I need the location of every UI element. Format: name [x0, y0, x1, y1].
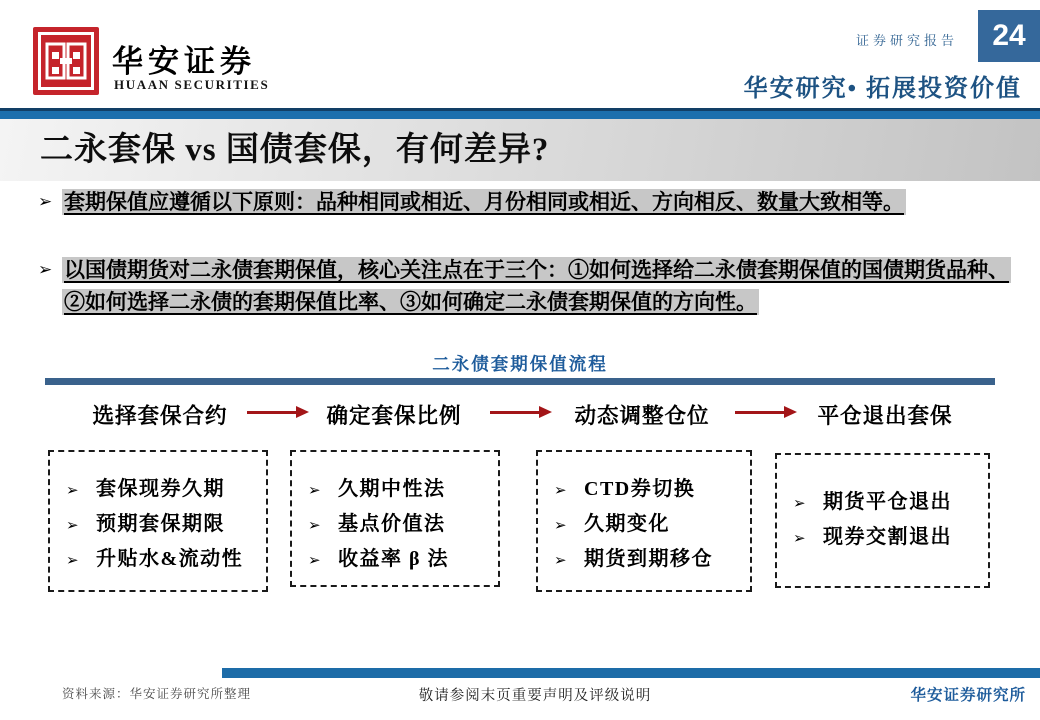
list-item-text: 久期变化 — [584, 513, 670, 535]
arrowhead-bullet-icon: ➢ — [66, 518, 79, 534]
step-box-select-contract — [48, 450, 268, 592]
flow-step-label-4: 平仓退出套保 — [817, 404, 953, 428]
logo-name-cn: 华安证券 — [112, 44, 256, 79]
list-item — [793, 520, 982, 549]
arrowhead-bullet-icon: ➢ — [793, 531, 806, 547]
list-item — [308, 542, 492, 571]
arrowhead-bullet-icon: ➢ — [308, 553, 321, 569]
bullet-text: 套期保值应遵循以下原则：品种相同或相近、月份相同或相近、方向相反、数量大致相等。 — [64, 190, 904, 214]
arrowhead-bullet-icon: ➢ — [793, 496, 806, 512]
flow-arrow-icon — [490, 404, 552, 420]
arrowhead-bullet-icon: ➢ — [38, 192, 53, 211]
arrowhead-bullet-icon: ➢ — [66, 483, 79, 499]
list-item-text: 预期套保期限 — [96, 513, 225, 535]
list-item-text: 收益率 β 法 — [338, 548, 450, 570]
logo-name-en: HUAAN SECURITIES — [114, 77, 270, 92]
flow-arrow-icon — [247, 404, 309, 420]
step-box-hedge-ratio — [290, 450, 500, 587]
source-note: 资料来源：华安证券研究所整理 — [62, 687, 252, 701]
list-item — [554, 542, 744, 571]
step-box-exit-hedge — [775, 453, 990, 588]
bullet-text: 以国债期货对二永债套期保值，核心关注点在于三个：①如何选择给二永债套期保值的国债期货品种、②如何选择二永债的套期保值比率、③如何确定二永债套期保值的方向性。 — [64, 258, 1009, 314]
huaan-seal-logo-icon — [33, 27, 99, 95]
arrowhead-bullet-icon: ➢ — [66, 553, 79, 569]
list-item — [554, 507, 744, 536]
page-number-badge: 24 — [978, 10, 1040, 62]
flowchart-divider — [45, 378, 995, 385]
list-item-text: 期货到期移仓 — [584, 548, 713, 570]
brand-slogan: 华安研究• 拓展投资价值 — [743, 76, 1022, 102]
institute-label: 华安证券研究所 — [910, 687, 1026, 704]
list-item — [308, 472, 492, 501]
flow-arrow-icon — [735, 404, 797, 420]
list-item — [793, 485, 982, 514]
list-item-text: CTD券切换 — [584, 478, 696, 500]
footer-accent-bar — [222, 668, 1040, 678]
list-item-text: 现券交割退出 — [823, 526, 952, 548]
list-item — [308, 507, 492, 536]
bullet-item — [38, 254, 1013, 318]
arrowhead-bullet-icon: ➢ — [38, 260, 53, 279]
flow-step-label-3: 动态调整仓位 — [574, 404, 710, 428]
list-item — [554, 472, 744, 501]
list-item — [66, 507, 260, 536]
list-item-text: 基点价值法 — [338, 513, 446, 535]
list-item-text: 升贴水&流动性 — [96, 548, 244, 570]
flow-step-label-1: 选择套保合约 — [92, 404, 228, 428]
flow-step-label-2: 确定套保比例 — [326, 404, 462, 428]
step-box-adjust-position — [536, 450, 752, 592]
list-item-text: 套保现券久期 — [96, 478, 225, 500]
arrowhead-bullet-icon: ➢ — [554, 483, 567, 499]
list-item — [66, 472, 260, 501]
arrowhead-bullet-icon: ➢ — [308, 518, 321, 534]
disclaimer-note: 敬请参阅末页重要声明及评级说明 — [418, 688, 652, 704]
list-item-text: 久期中性法 — [338, 478, 446, 500]
list-item-text: 期货平仓退出 — [823, 491, 952, 513]
arrowhead-bullet-icon: ➢ — [554, 518, 567, 534]
page-title: 二永套保 vs 国债套保，有何差异? — [40, 132, 550, 168]
title-band-blue-bar — [0, 111, 1040, 119]
list-item — [66, 542, 260, 571]
arrowhead-bullet-icon: ➢ — [554, 553, 567, 569]
report-type-label: 证券研究报告 — [855, 33, 958, 48]
arrowhead-bullet-icon: ➢ — [308, 483, 321, 499]
flowchart-title: 二永债套期保值流程 — [432, 354, 608, 374]
bullet-item — [38, 186, 1013, 218]
